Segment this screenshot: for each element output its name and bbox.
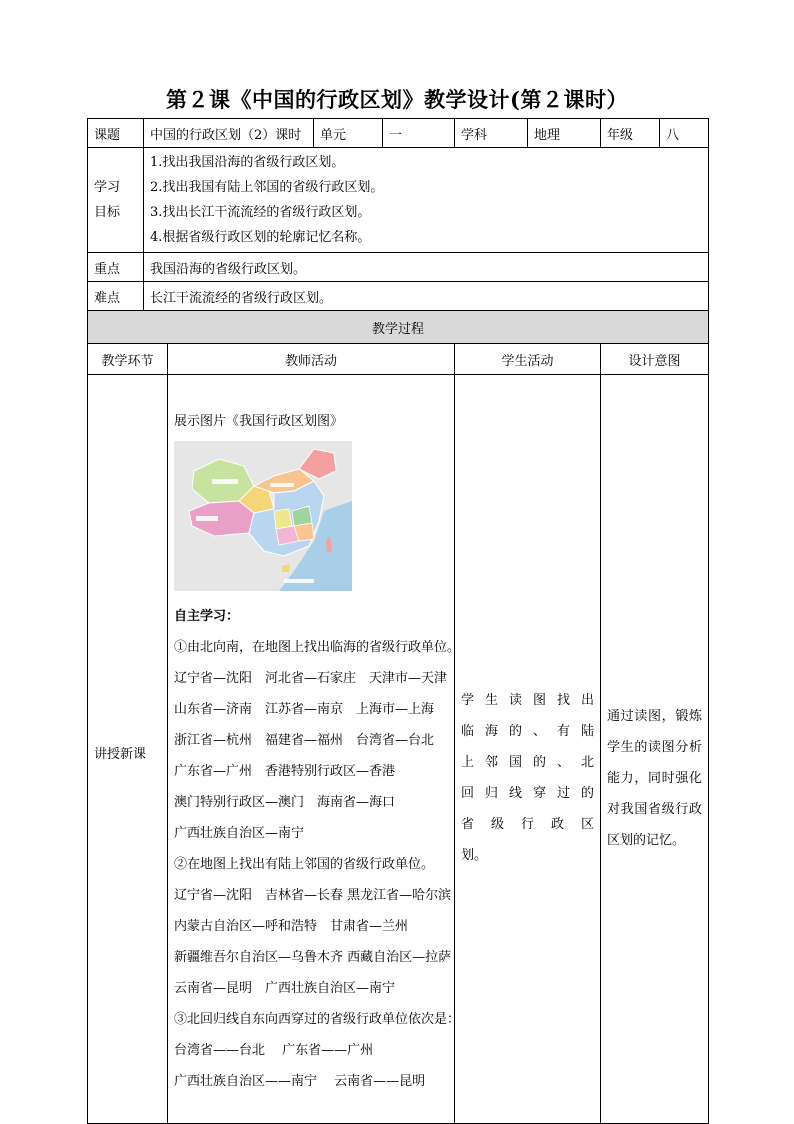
student-line: 学生读图找出 bbox=[461, 693, 595, 708]
student-activity-cell bbox=[455, 375, 601, 1124]
subject-label: 学科 bbox=[455, 119, 528, 148]
task-2: ②在地图上找出有陆上邻国的省级行政单位。 bbox=[174, 856, 435, 872]
answer-line: 新疆维吾尔自治区—乌鲁木齐 西藏自治区—拉萨 bbox=[174, 949, 452, 965]
process-header-row bbox=[88, 311, 709, 344]
map-label-box bbox=[196, 516, 218, 521]
col-intent-header: 设计意图 bbox=[601, 344, 709, 375]
intent-line: 区划的记忆。 bbox=[607, 832, 686, 848]
process-column-headers bbox=[88, 344, 709, 375]
answer-line: 山东省—济南 江苏省—南京 上海市—上海 bbox=[174, 701, 435, 717]
key-point-label: 重点 bbox=[88, 253, 144, 282]
map-label-box bbox=[284, 579, 314, 583]
process-header: 教学过程 bbox=[88, 311, 709, 344]
student-line: 省级行政区 bbox=[461, 817, 595, 832]
answer-line: 台湾省——台北 广东省——广州 bbox=[174, 1042, 374, 1058]
answer-line: 内蒙古自治区—呼和浩特 甘肃省—兰州 bbox=[174, 918, 409, 934]
self-study-heading: 自主学习： bbox=[174, 608, 240, 624]
answer-line: 广东省—广州 香港特别行政区—香港 bbox=[174, 763, 396, 779]
answer-line: 广西壮族自治区—南宁 bbox=[174, 825, 305, 841]
objectives-label-line2: 目标 bbox=[94, 205, 121, 220]
subject-value: 地理 bbox=[528, 119, 601, 148]
student-line: 划。 bbox=[461, 848, 488, 863]
intent-line: 能力，同时强化 bbox=[607, 770, 703, 786]
unit-label: 单元 bbox=[314, 119, 383, 148]
design-intent-cell bbox=[601, 375, 709, 1124]
info-row bbox=[88, 119, 709, 148]
objectives-label-line1: 学习 bbox=[94, 180, 121, 195]
grade-label: 年级 bbox=[601, 119, 660, 148]
intent-line: 通过读图，锻炼 bbox=[607, 708, 703, 724]
unit-value: 一 bbox=[383, 119, 455, 148]
topic-label: 课题 bbox=[88, 119, 144, 148]
col-stage-header: 教学环节 bbox=[88, 344, 168, 375]
task-3: ③北回归线自东向西穿过的省级行政单位依次是： bbox=[174, 1011, 461, 1027]
intent-line: 学生的读图分析 bbox=[607, 739, 703, 755]
key-point-value: 我国沿海的省级行政区划。 bbox=[144, 253, 709, 282]
china-administrative-map bbox=[174, 441, 352, 591]
difficult-point-value: 长江干流流经的省级行政区划。 bbox=[144, 282, 709, 311]
objective-item: 4.根据省级行政区划的轮廓记忆名称。 bbox=[150, 230, 371, 245]
answer-line: 辽宁省—沈阳 河北省—石家庄 天津市—天津 bbox=[174, 670, 448, 686]
document-title: 第２课《中国的行政区划》教学设计(第２课时） bbox=[166, 87, 628, 112]
teaching-row bbox=[88, 375, 709, 1124]
answer-line: 云南省—昆明 广西壮族自治区—南宁 bbox=[174, 980, 396, 996]
teacher-activity-cell bbox=[168, 375, 461, 1124]
map-label-box bbox=[212, 479, 238, 484]
show-image-line: 展示图片《我国行政区划图》 bbox=[174, 413, 344, 429]
intent-line: 对我国省级行政 bbox=[607, 801, 703, 817]
objective-item: 2.找出我国有陆上邻国的省级行政区划。 bbox=[150, 180, 384, 195]
answer-line: 广西壮族自治区——南宁 云南省——昆明 bbox=[174, 1073, 426, 1089]
student-line: 回归线穿过的 bbox=[461, 786, 595, 801]
answer-line: 浙江省—杭州 福建省—福州 台湾省—台北 bbox=[174, 732, 435, 748]
objectives-list bbox=[144, 148, 709, 253]
col-student-header: 学生活动 bbox=[455, 344, 601, 375]
student-line: 上邻国的、北 bbox=[461, 755, 595, 770]
col-teacher-header: 教师活动 bbox=[168, 344, 455, 375]
answer-line: 辽宁省—沈阳 吉林省—长春 黑龙江省—哈尔滨 bbox=[174, 887, 452, 903]
task-1: ①由北向南，在地图上找出临海的省级行政单位。 bbox=[174, 639, 461, 655]
difficult-point-row bbox=[88, 282, 709, 311]
key-point-row bbox=[88, 253, 709, 282]
grade-value: 八 bbox=[660, 119, 709, 148]
objective-item: 1.找出我国沿海的省级行政区划。 bbox=[150, 155, 345, 170]
map-province-block bbox=[274, 509, 292, 529]
difficult-point-label: 难点 bbox=[88, 282, 144, 311]
topic-value: 中国的行政区划（2）课时 bbox=[144, 119, 314, 148]
lesson-plan-table bbox=[87, 118, 709, 1124]
objectives-label bbox=[88, 148, 144, 253]
objective-item: 3.找出长江干流流经的省级行政区划。 bbox=[150, 205, 371, 220]
answer-line: 澳门特别行政区—澳门 海南省—海口 bbox=[174, 794, 396, 810]
objectives-row bbox=[88, 148, 709, 253]
map-label-box bbox=[270, 483, 294, 487]
stage-cell: 讲授新课 bbox=[88, 375, 168, 1124]
student-line: 临海的、有陆 bbox=[461, 724, 595, 739]
